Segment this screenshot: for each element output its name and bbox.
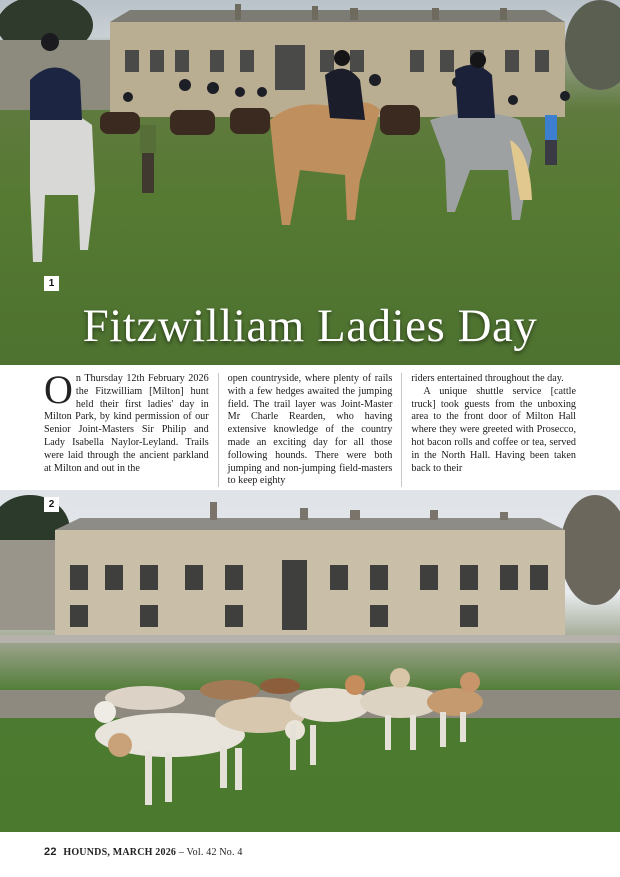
page-number: 22 <box>44 846 57 858</box>
photo-hounds-illustration <box>0 490 620 832</box>
article-title: Fitzwilliam Ladies Day <box>82 300 538 352</box>
article-paragraph-2: A unique shuttle service [cattle truck] took guests from the unboxing area to the front door of Milton Hall where they were greeted with Prosecco, hot bacon rolls and coffee or tea, served in the North Hall. Having been taken back to their <box>411 385 577 474</box>
article-column-1 <box>44 373 218 487</box>
photo-hounds-milton-hall <box>0 490 620 832</box>
article-body <box>44 373 576 487</box>
drop-cap: O <box>44 373 73 412</box>
page-footer <box>44 846 243 858</box>
article-column-2 <box>218 373 402 487</box>
photo-number-badge: 1 <box>44 276 59 291</box>
article-column-3 <box>401 373 576 487</box>
issue-info: – Vol. 42 No. 4 <box>178 847 243 858</box>
publication-name: HOUNDS, MARCH 2026 <box>63 847 177 858</box>
photo-number-badge: 2 <box>44 497 59 512</box>
article-paragraph-1-cont: open countryside, where plenty of rails with a few hedges awaited the jumping field. The trail layer was Joint-Master Mr Charle Rearden, who having extensive knowledge of the country made an exciting day for all those following hounds. There were both jumping and non-jumping field-masters to keep eighty <box>227 373 393 487</box>
article-paragraph-1-end: riders entertained throughout the day. <box>411 373 564 384</box>
article-paragraph-1: n Thursday 12th February 2026 the Fitzwilliam [Milton] hunt held their first ladies' day in Milton Park, by kind permission of our Senior Joint-Masters Sir Philip and Lady Isabella Naylor-Leyland. Trails were laid through the ancient parkland at Milton and out in the <box>44 373 209 474</box>
photo-riders-milton-park <box>0 0 620 365</box>
